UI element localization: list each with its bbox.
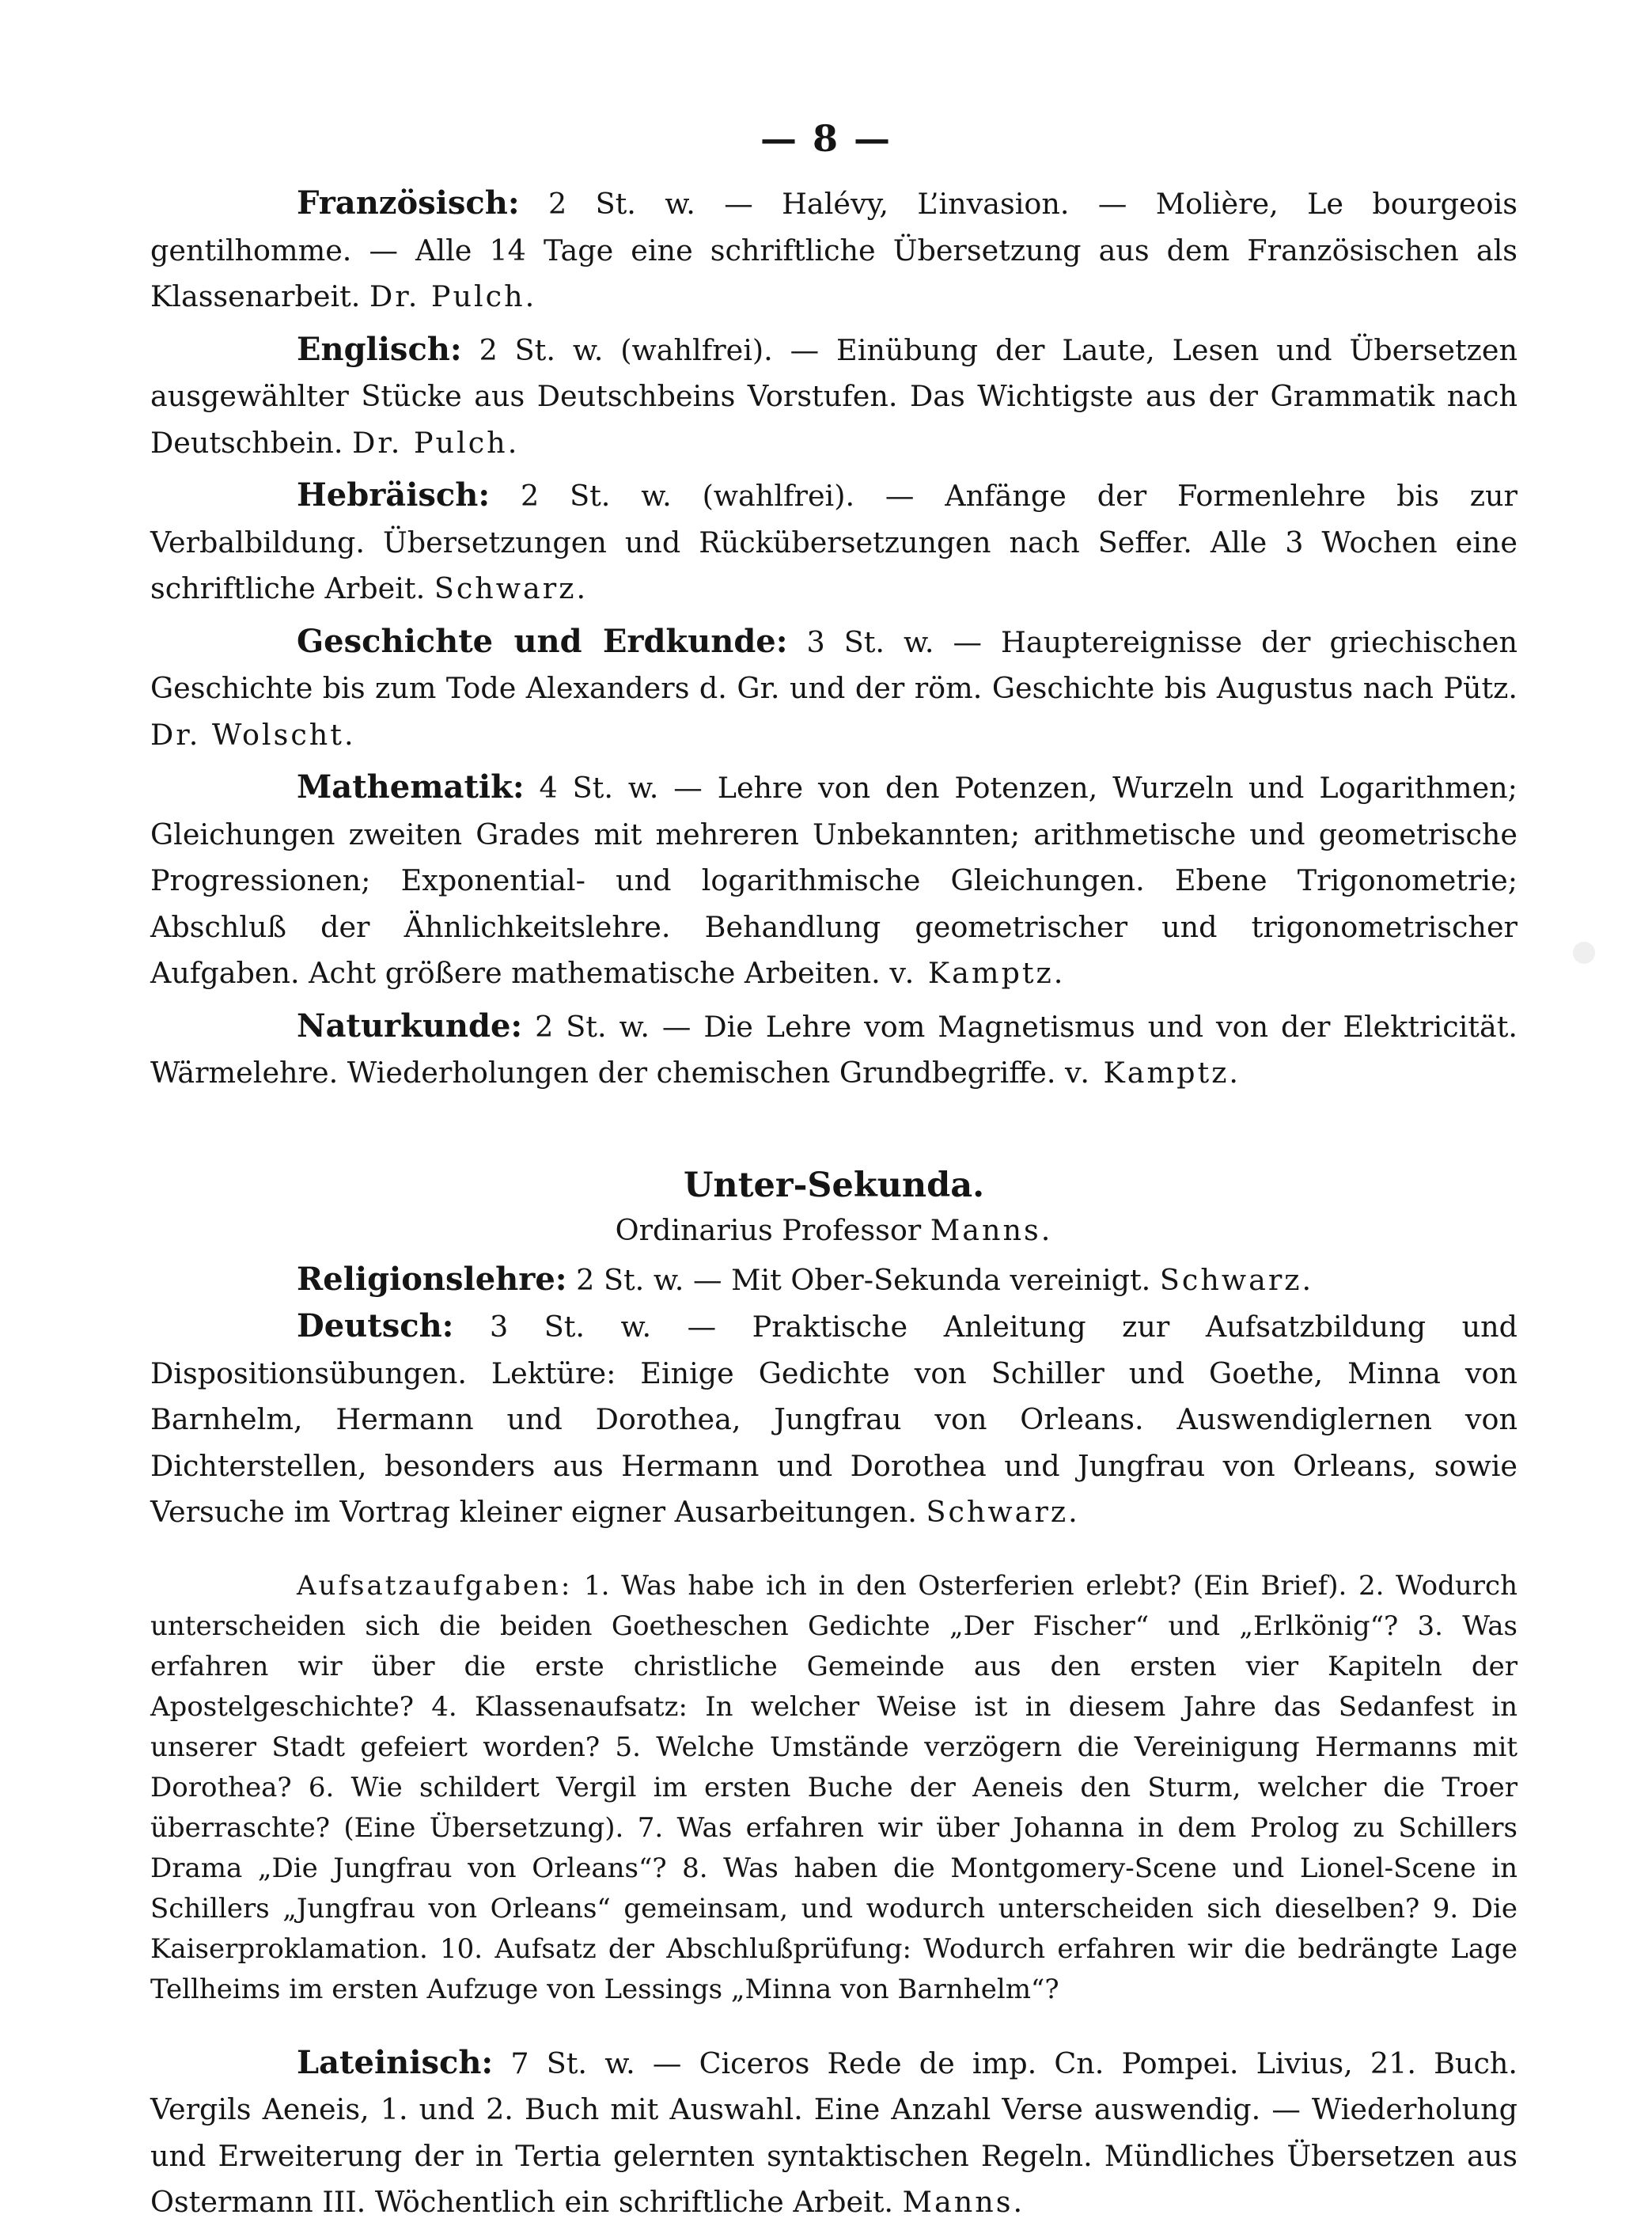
subject-title: Hebräisch: (297, 476, 491, 514)
teacher-name: Dr. Pulch. (369, 279, 537, 313)
class-heading: Unter-Sekunda. (683, 1165, 985, 1205)
teacher-name: Manns. (902, 2185, 1025, 2219)
subject-title: Lateinisch: (297, 2043, 494, 2081)
teacher-name: v. Kamptz. (1065, 1056, 1241, 1090)
class-teacher-line (150, 1211, 1517, 1250)
section-body: 3 St. w. — Praktische Anleitung zur Aufsatzbildung und Dispositionsübungen. Lektüre: Einige Gedichte von Schiller und Goethe, Minna von Barnhelm, Hermann und Dorothea, Jungfrau von Orleans. Auswendiglernen von Dichterstellen, besonders aus Hermann und Dorothea und Jungfrau von Orleans, sowie Versuche im Vortrag kleiner eigner Ausarbeitungen. (150, 1310, 1517, 1529)
teacher-name: Dr. Wolscht. (150, 717, 356, 752)
teacher-name: Schwarz. (1159, 1262, 1314, 1297)
section-body: 7 St. w. — Ciceros Rede de imp. Cn. Pompei. Livius, 21. Buch. Vergils Aeneis, 1. und 2. Buch mit Auswahl. Eine Anzahl Verse auswendig. — Wiederholung und Erweiterung der in Tertia gelernten syntaktischen Regeln. Mündliches Übersetzen aus Ostermann III. Wöchentlich ein schriftliche Arbeit. (150, 2046, 1517, 2219)
teacher-name: Schwarz. (926, 1495, 1080, 1529)
class-teacher-name: Manns. (930, 1212, 1053, 1247)
scan-artifact-dot (1573, 942, 1595, 964)
section-mathematik (150, 764, 1517, 997)
section-body: 2 St. w. — Halévy, L’invasion. — Molière, Le bourgeois gentilhomme. — Alle 14 Tage eine schriftliche Übersetzung aus dem Französischen als Klassenarbeit. (150, 187, 1517, 313)
subject-title: Naturkunde: (297, 1007, 523, 1045)
page-content (150, 180, 1517, 2226)
page-number: — 8 — (760, 117, 892, 160)
subject-title: Geschichte und Erdkunde: (297, 622, 788, 660)
teacher-name: v. Kamptz. (889, 956, 1066, 990)
essay-topics-body: 1. Was habe ich in den Osterferien erlebt? (Ein Brief). 2. Wodurch unterscheiden sich die beiden Goetheschen Gedichte „Der Fischer“ und „Erlkönig“? 3. Was erfahren wir über die erste christliche Gemeinde aus den ersten vier Kapiteln der Apostelgeschichte? 4. Klassenaufsatz: In welcher Weise ist in diesem Jahre das Sedanfest in unserer Stadt gefeiert worden? 5. Welche Umstände verzögern die Vereinigung Hermanns mit Dorothea? 6. Wie schildert Vergil im ersten Buche der Aeneis den Sturm, welcher die Troer überraschte? (Eine Übersetzung). 7. Was erfahren wir über Johanna in dem Prolog zu Schillers Drama „Die Jungfrau von Orleans“? 8. Was haben die Montgomery-Scene und Lionel-Scene in Schillers „Jungfrau von Orleans“ gemeinsam, und wodurch unterscheiden sich dieselben? 9. Die Kaiserproklamation. 10. Aufsatz der Abschlußprüfung: Wodurch erfahren wir die bedrängte Lage Tellheims im ersten Aufzuge von Lessings „Minna von Barnhelm“? (150, 1569, 1517, 2005)
essay-topics-label: Aufsatzaufgaben: (297, 1569, 573, 1602)
section-naturkunde (150, 1003, 1517, 1097)
section-body: 3 St. w. — Hauptereignisse der griechischen Geschichte bis zum Tode Alexanders d. Gr. und der röm. Geschichte bis Augustus nach Pütz. (150, 624, 1517, 705)
class-teacher-label: Ordinarius Professor (615, 1212, 922, 1247)
section-deutsch (150, 1303, 1517, 1536)
section-body: 2 St. w. (wahlfrei). — Einübung der Laute, Lesen und Übersetzen ausgewählter Stücke aus Deutschbeins Vorstufen. Das Wichtigste aus der Grammatik nach Deutschbein. (150, 332, 1517, 460)
teacher-name: Dr. Pulch. (352, 425, 520, 460)
section-body: 2 St. w. (wahlfrei). — Anfänge der Formenlehre bis zur Verbalbildung. Übersetzungen und Rückübersetzungen nach Seffer. Alle 3 Wochen eine schriftliche Arbeit. (150, 479, 1517, 605)
subject-title: Religionslehre: (297, 1260, 567, 1298)
teacher-name: Schwarz. (434, 571, 589, 605)
subject-title: Mathematik: (297, 768, 525, 806)
subject-title: Englisch: (297, 330, 462, 368)
subject-title: Französisch: (297, 184, 520, 222)
section-geschichte-erdkunde (150, 619, 1517, 759)
section-hebraeisch (150, 472, 1517, 612)
section-body: 2 St. w. — Mit Ober-Sekunda vereinigt. (576, 1262, 1151, 1297)
section-lateinisch (150, 2040, 1517, 2226)
subject-title: Deutsch: (297, 1307, 454, 1344)
section-religionslehre (150, 1257, 1517, 1304)
section-body: 2 St. w. — Die Lehre vom Magnetismus und von der Elektricität. Wärmelehre. Wiederholungen der chemischen Grundbegriffe. (150, 1009, 1518, 1090)
section-franzoesisch (150, 180, 1517, 320)
section-englisch (150, 327, 1517, 467)
section-body: 4 St. w. — Lehre von den Potenzen, Wurzeln und Logarithmen; Gleichungen zweiten Grades mit mehreren Unbekannten; arithmetische und geometrische Progressionen; Exponential- und logarithmische Gleichungen. Ebene Trigonometrie; Abschluß der Ähnlichkeitslehre. Behandlung geometrischer und trigonometrischer Aufgaben. Acht größere mathematische Arbeiten. (150, 771, 1517, 990)
essay-topics (150, 1566, 1517, 2010)
